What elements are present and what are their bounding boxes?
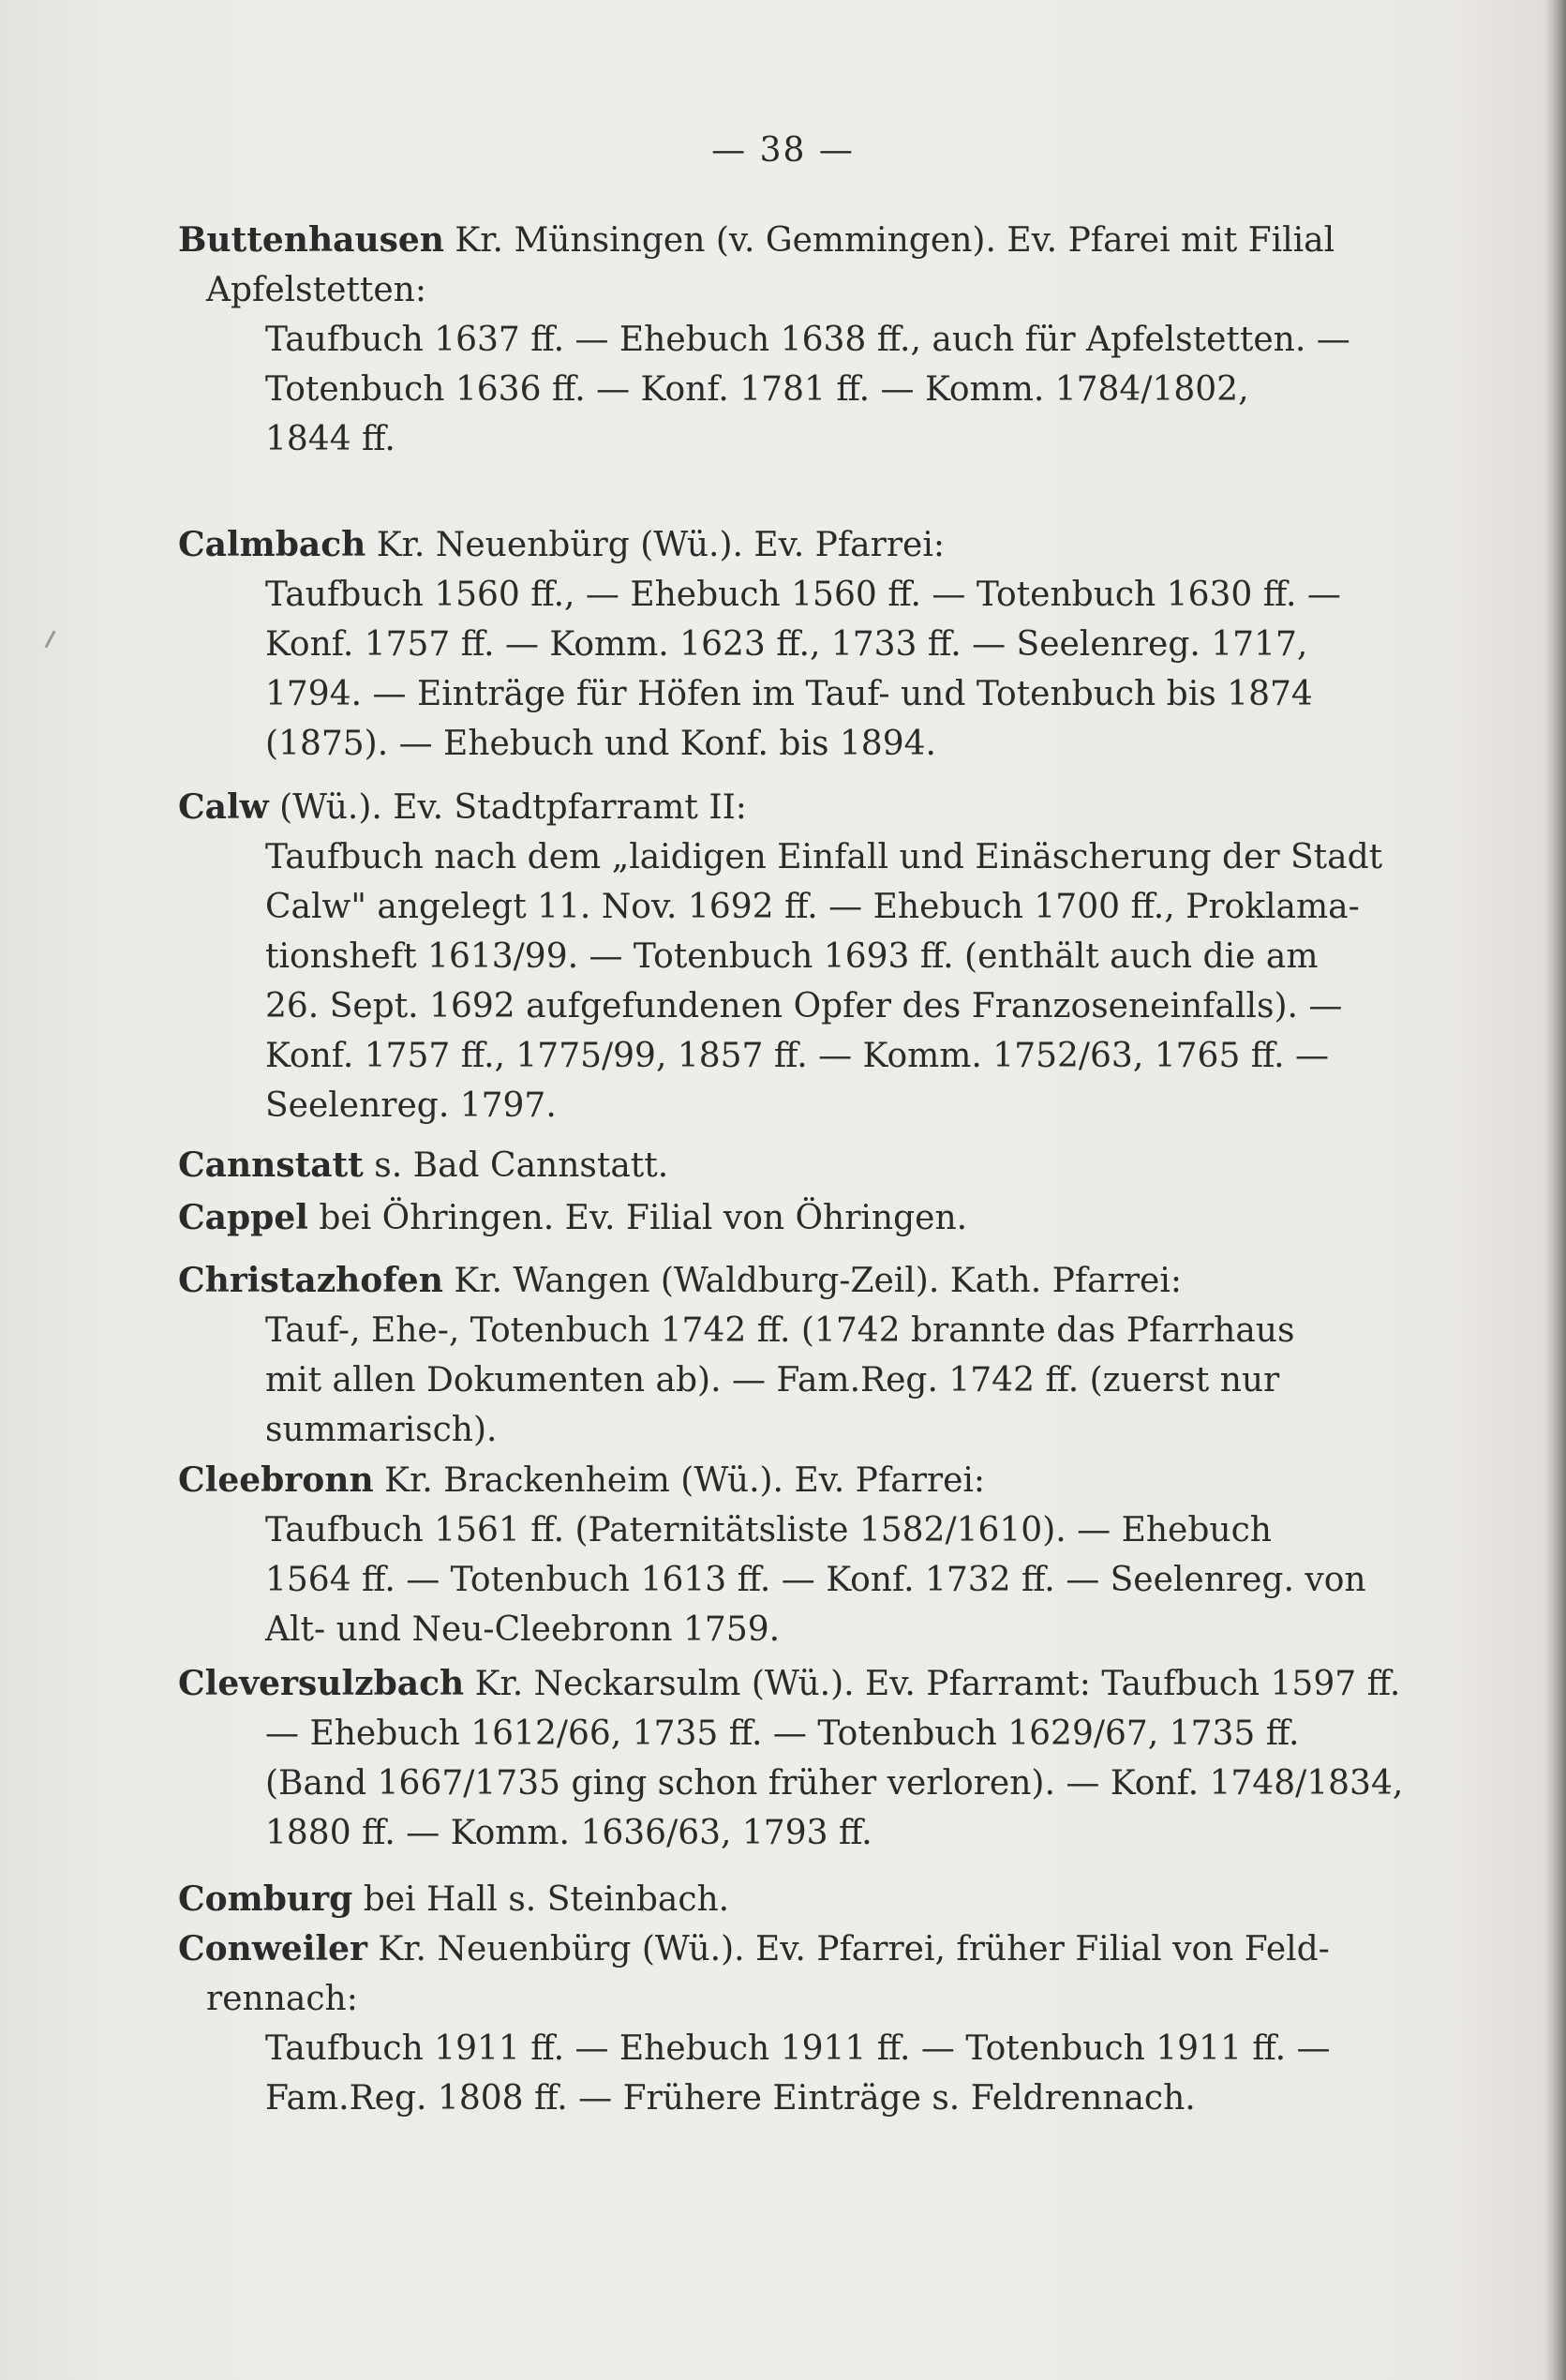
entry-calmbach xyxy=(178,520,1387,769)
entry-line: Totenbuch 1636 ff. — Konf. 1781 ff. — Komm. 1784/1802, xyxy=(265,370,1249,409)
entry-text: Kr. Brackenheim (Wü.). Ev. Pfarrei: xyxy=(373,1461,986,1500)
entry-cannstatt xyxy=(178,1141,1387,1190)
entry-text: Kr. Wangen (Waldburg-Zeil). Kath. Pfarrei: xyxy=(442,1262,1183,1300)
entry-line: summarisch). xyxy=(265,1411,498,1449)
entry-line: Fam.Reg. 1808 ff. — Frühere Einträge s. Feldrennach. xyxy=(265,2079,1196,2118)
pencil-mark xyxy=(44,630,55,648)
entry-heading: Cappel xyxy=(178,1198,308,1237)
entry-line: Tauf-, Ehe-, Totenbuch 1742 ff. (1742 brannte das Pfarrhaus xyxy=(265,1311,1295,1350)
entry-line xyxy=(178,1924,1387,1974)
entry-line: Taufbuch 1911 ff. — Ehebuch 1911 ff. — Totenbuch 1911 ff. — xyxy=(265,2029,1331,2068)
entry-line xyxy=(178,1659,1401,1709)
entry-line xyxy=(178,520,1387,570)
entry-text: Kr. Neuenbürg (Wü.). Ev. Pfarrei, früher Filial von Feld- xyxy=(366,1930,1330,1968)
entry-line: Taufbuch 1637 ff. — Ehebuch 1638 ff., auch für Apfelstetten. — xyxy=(265,321,1350,359)
entry-text: Kr. Neckarsulm (Wü.). Ev. Pfarramt: Taufbuch 1597 ff. xyxy=(464,1665,1401,1703)
entry-line: rennach: xyxy=(206,1980,358,2018)
entry-line: Alt- und Neu-Cleebronn 1759. xyxy=(265,1610,781,1649)
entry-line: mit allen Dokumenten ab). — Fam.Reg. 1742 ff. (zuerst nur xyxy=(265,1361,1280,1400)
entry-line: Apfelstetten: xyxy=(206,271,426,309)
entry-line: 1564 ff. — Totenbuch 1613 ff. — Konf. 1732 ff. — Seelenreg. von xyxy=(265,1561,1366,1599)
page-number: — 38 — xyxy=(711,131,855,170)
entry-line xyxy=(178,216,1387,265)
entry-christazhofen xyxy=(178,1256,1387,1455)
entry-heading: Conweiler xyxy=(178,1929,367,1968)
entry-line: — Ehebuch 1612/66, 1735 ff. — Totenbuch 1629/67, 1735 ff. xyxy=(265,1714,1300,1753)
entry-line: Konf. 1757 ff., 1775/99, 1857 ff. — Komm. 1752/63, 1765 ff. — xyxy=(265,1037,1329,1075)
entry-text: (Wü.). Ev. Stadtpfarramt II: xyxy=(268,788,747,827)
entry-line xyxy=(178,1456,1387,1505)
entry-heading: Cannstatt xyxy=(178,1145,364,1185)
entry-line: (1875). — Ehebuch und Konf. bis 1894. xyxy=(265,725,936,763)
entry-cleebronn xyxy=(178,1456,1387,1654)
entry-comburg xyxy=(178,1875,1387,1924)
entry-line: Taufbuch 1560 ff., — Ehebuch 1560 ff. — Totenbuch 1630 ff. — xyxy=(265,576,1341,614)
entry-calw xyxy=(178,783,1387,1130)
entry-line xyxy=(178,1141,1387,1190)
entry-line: 1880 ff. — Komm. 1636/63, 1793 ff. xyxy=(265,1814,872,1852)
entry-cleversulzbach xyxy=(178,1659,1404,1858)
entry-cappel xyxy=(178,1193,1387,1243)
entry-line xyxy=(178,1256,1387,1306)
entry-line: 1794. — Einträge für Höfen im Tauf- und Totenbuch bis 1874 xyxy=(265,675,1313,713)
entry-line: Taufbuch 1561 ff. (Paternitätsliste 1582/1610). — Ehebuch xyxy=(265,1511,1272,1549)
entry-line: Calw" angelegt 11. Nov. 1692 ff. — Ehebuch 1700 ff., Proklama- xyxy=(265,888,1360,926)
entry-line xyxy=(178,783,1387,832)
entry-heading: Buttenhausen xyxy=(178,220,444,260)
entry-heading: Cleebronn xyxy=(178,1460,374,1500)
entry-buttenhausen xyxy=(178,216,1387,464)
entry-line: 1844 ff. xyxy=(265,420,395,458)
entry-heading: Cleversulzbach xyxy=(178,1664,465,1703)
entry-line xyxy=(178,1193,1387,1243)
entry-line: Seelenreg. 1797. xyxy=(265,1086,557,1125)
page-edge-shadow xyxy=(1545,0,1566,2380)
entry-heading: Comburg xyxy=(178,1879,353,1919)
entry-line: 26. Sept. 1692 aufgefundenen Opfer des Franzoseneinfalls). — xyxy=(265,987,1343,1025)
entry-line: tionsheft 1613/99. — Totenbuch 1693 ff. (enthält auch die am xyxy=(265,937,1319,976)
entry-text: Kr. Neuenbürg (Wü.). Ev. Pfarrei: xyxy=(365,526,945,564)
entry-line: Taufbuch nach dem „laidigen Einfall und Einäscherung der Stadt xyxy=(265,838,1383,876)
entry-text: bei Hall s. Steinbach. xyxy=(352,1880,730,1919)
entry-line: Konf. 1757 ff. — Komm. 1623 ff., 1733 ff. — Seelenreg. 1717, xyxy=(265,625,1308,664)
entry-line xyxy=(178,1875,1387,1924)
entry-text: s. Bad Cannstatt. xyxy=(363,1146,669,1185)
entry-line: (Band 1667/1735 ging schon früher verloren). — Konf. 1748/1834, xyxy=(265,1764,1404,1803)
entry-heading: Christazhofen xyxy=(178,1261,443,1300)
entry-heading: Calw xyxy=(178,787,269,827)
entry-heading: Calmbach xyxy=(178,525,366,564)
entry-text: bei Öhringen. Ev. Filial von Öhringen. xyxy=(307,1199,968,1237)
entry-text: Kr. Münsingen (v. Gemmingen). Ev. Pfarei mit Filial xyxy=(443,221,1335,260)
entry-conweiler xyxy=(178,1924,1387,2123)
